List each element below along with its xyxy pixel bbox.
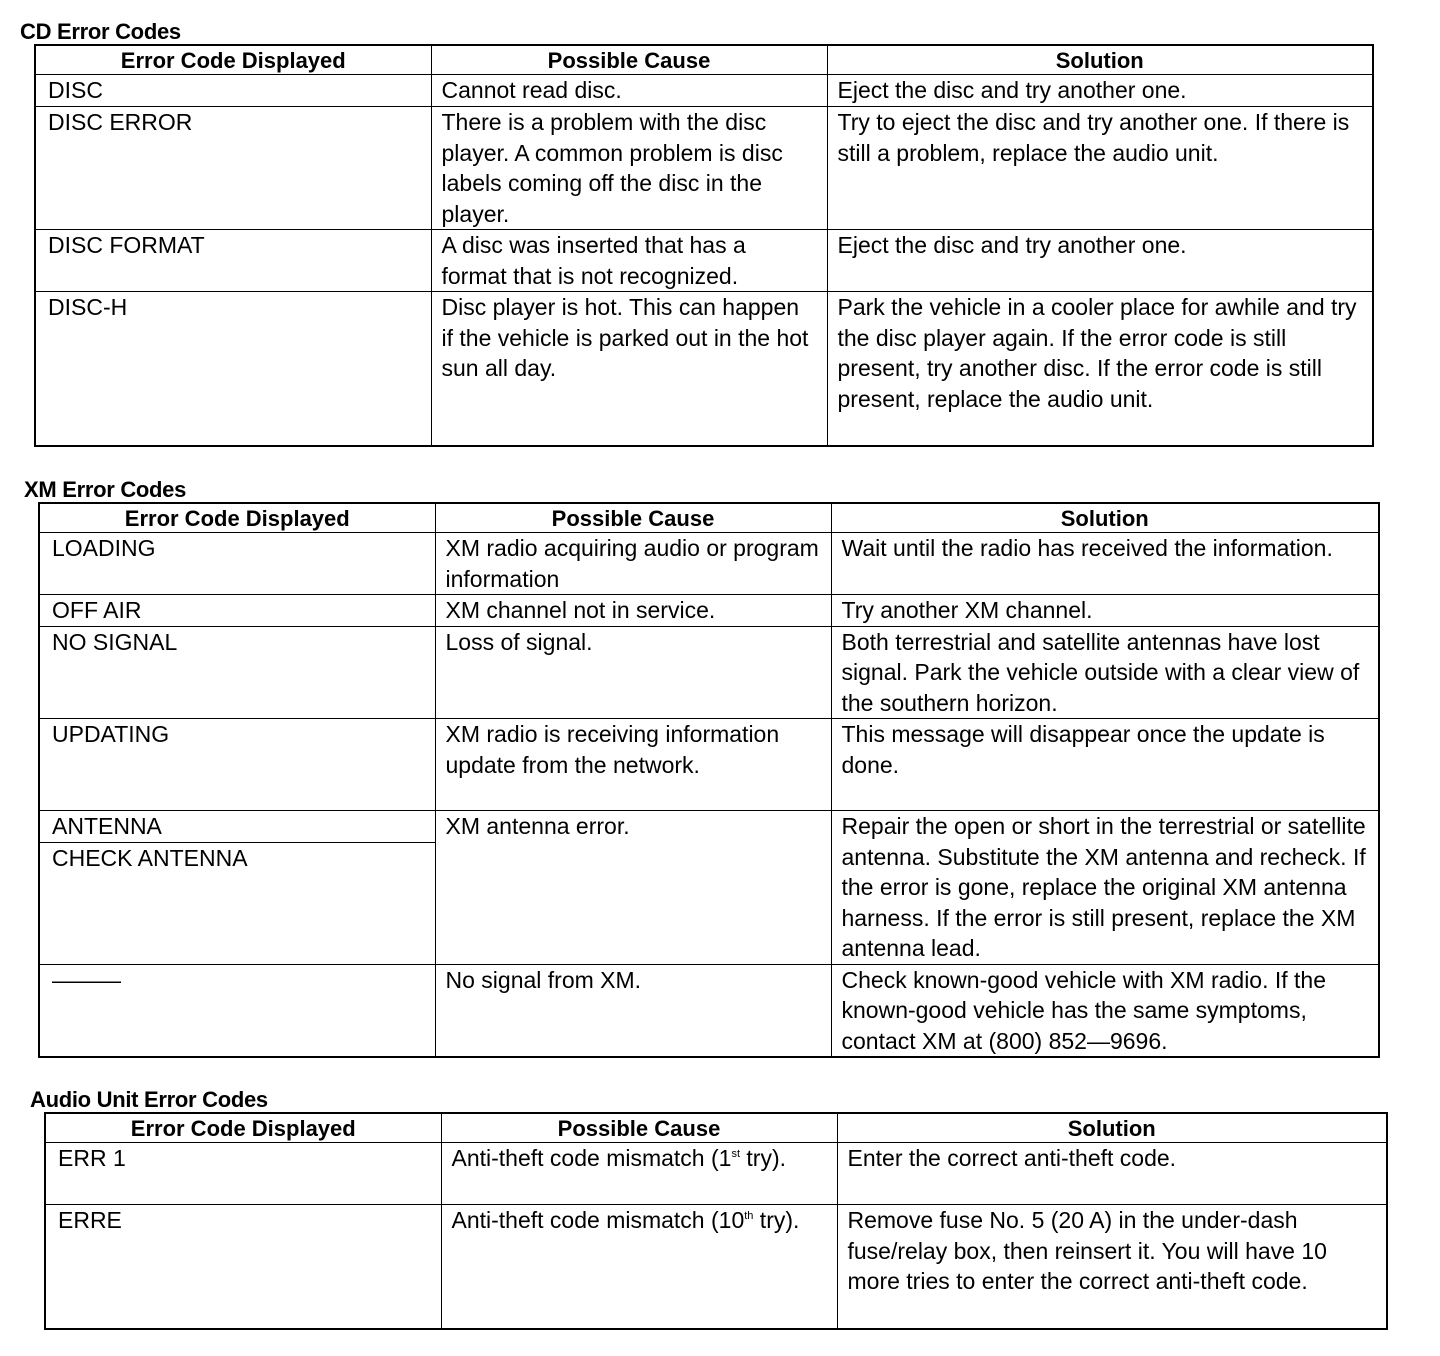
table-row xyxy=(39,533,1379,595)
audio-section xyxy=(30,1087,1388,1330)
solution: Eject the disc and try another one. xyxy=(827,75,1373,107)
cause-text: Anti-theft code mismatch (10 xyxy=(451,1207,745,1233)
header-solution: Solution xyxy=(831,503,1379,533)
header-solution: Solution xyxy=(827,45,1373,75)
cd-section xyxy=(20,19,1374,447)
error-code: DISC-H xyxy=(35,292,431,446)
table-row xyxy=(39,811,1379,965)
ordinal-suffix: th xyxy=(744,1210,754,1222)
header-code: Error Code Displayed xyxy=(39,503,435,533)
cd-table xyxy=(34,44,1374,447)
error-code: ERRE xyxy=(45,1205,441,1329)
possible-cause: A disc was inserted that has a format that is not recognized. xyxy=(431,230,827,292)
audio-table xyxy=(44,1112,1388,1330)
table-row xyxy=(35,75,1373,107)
xm-section xyxy=(24,477,1380,1058)
header-cause: Possible Cause xyxy=(441,1113,837,1143)
table-row xyxy=(35,230,1373,292)
table-header-row xyxy=(39,503,1379,533)
cause-text-end: try). xyxy=(740,1145,787,1171)
table-row xyxy=(35,292,1373,446)
possible-cause: Loss of signal. xyxy=(435,626,831,719)
cause-text: Anti-theft code mismatch (1 xyxy=(451,1145,732,1171)
possible-cause: Cannot read disc. xyxy=(431,75,827,107)
possible-cause xyxy=(441,1143,837,1205)
possible-cause: XM channel not in service. xyxy=(435,595,831,627)
xm-title: XM Error Codes xyxy=(24,477,187,502)
table-row xyxy=(39,964,1379,1057)
solution: Park the vehicle in a cooler place for awhile and try the disc player again. If the error code is still present, try another disc. If the error code is still present, replace the audio unit. xyxy=(827,292,1373,446)
possible-cause: No signal from XM. xyxy=(435,964,831,1057)
possible-cause: Disc player is hot. This can happen if the vehicle is parked out in the hot sun all day. xyxy=(431,292,827,446)
header-cause: Possible Cause xyxy=(431,45,827,75)
cd-title: CD Error Codes xyxy=(20,19,181,44)
table-row xyxy=(45,1205,1387,1329)
error-code: UPDATING xyxy=(39,719,435,811)
header-code: Error Code Displayed xyxy=(45,1113,441,1143)
header-cause: Possible Cause xyxy=(435,503,831,533)
solution: Both terrestrial and satellite antennas have lost signal. Park the vehicle outside with a clear view of the southern horizon. xyxy=(831,626,1379,719)
error-code: ANTENNA xyxy=(40,811,435,843)
error-code: DISC ERROR xyxy=(35,107,431,230)
error-code: NO SIGNAL xyxy=(39,626,435,719)
audio-title: Audio Unit Error Codes xyxy=(30,1087,268,1112)
solution: Try to eject the disc and try another one. If there is still a problem, replace the audio unit. xyxy=(827,107,1373,230)
solution: Remove fuse No. 5 (20 A) in the under-dash fuse/relay box, then reinsert it. You will have 10 more tries to enter the correct anti-theft code. xyxy=(837,1205,1387,1329)
table-row xyxy=(39,595,1379,627)
possible-cause: There is a problem with the disc player. A common problem is disc labels coming off the disc in the player. xyxy=(431,107,827,230)
possible-cause xyxy=(441,1205,837,1329)
solution: This message will disappear once the update is done. xyxy=(831,719,1379,811)
solution: Repair the open or short in the terrestrial or satellite antenna. Substitute the XM antenna and recheck. If the error is gone, replace the original XM antenna harness. If the error is still present, replace the XM antenna lead. xyxy=(831,811,1379,965)
ordinal-suffix: st xyxy=(731,1148,741,1160)
xm-table xyxy=(38,502,1380,1058)
error-code-pair xyxy=(39,811,435,965)
table-header-row xyxy=(45,1113,1387,1143)
table-header-row xyxy=(35,45,1373,75)
error-code: CHECK ANTENNA xyxy=(52,845,248,871)
cause-text-end: try). xyxy=(753,1207,800,1233)
possible-cause: XM radio is receiving information update from the network. xyxy=(435,719,831,811)
table-row xyxy=(39,626,1379,719)
error-code: ——— xyxy=(39,964,435,1057)
solution: Enter the correct anti-theft code. xyxy=(837,1143,1387,1205)
table-row xyxy=(39,719,1379,811)
header-solution: Solution xyxy=(837,1113,1387,1143)
table-row xyxy=(35,107,1373,230)
table-row xyxy=(45,1143,1387,1205)
solution: Eject the disc and try another one. xyxy=(827,230,1373,292)
error-code: OFF AIR xyxy=(39,595,435,627)
error-code: DISC FORMAT xyxy=(35,230,431,292)
solution: Wait until the radio has received the information. xyxy=(831,533,1379,595)
error-code: LOADING xyxy=(39,533,435,595)
solution: Try another XM channel. xyxy=(831,595,1379,627)
error-code: ERR 1 xyxy=(45,1143,441,1205)
possible-cause: XM radio acquiring audio or program information xyxy=(435,533,831,595)
solution: Check known-good vehicle with XM radio. If the known-good vehicle has the same symptoms, contact XM at (800) 852—9696. xyxy=(831,964,1379,1057)
error-code: DISC xyxy=(35,75,431,107)
header-code: Error Code Displayed xyxy=(35,45,431,75)
possible-cause: XM antenna error. xyxy=(435,811,831,965)
